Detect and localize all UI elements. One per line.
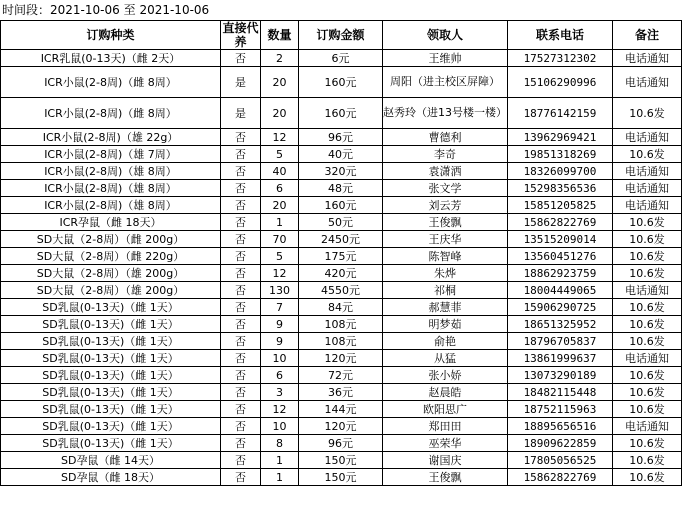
cell-note: 10.6发 <box>613 452 682 469</box>
cell-note: 10.6发 <box>613 469 682 486</box>
cell-phone: 18651325952 <box>508 316 613 333</box>
cell-phone: 15851205825 <box>508 197 613 214</box>
table-row <box>1 401 682 418</box>
cell-note: 10.6发 <box>613 146 682 163</box>
cell-direct: 是 <box>221 98 261 129</box>
cell-qty: 12 <box>261 129 299 146</box>
cell-phone: 13962969421 <box>508 129 613 146</box>
cell-type: SD乳鼠(0-13天)（雌 1天） <box>1 384 221 401</box>
cell-type: SD大鼠（2-8周）（雌 220g） <box>1 248 221 265</box>
date-range-separator: 至 <box>123 3 136 17</box>
cell-phone: 15298356536 <box>508 180 613 197</box>
cell-phone: 19851318269 <box>508 146 613 163</box>
table-row <box>1 299 682 316</box>
cell-phone: 18004449065 <box>508 282 613 299</box>
cell-qty: 1 <box>261 214 299 231</box>
cell-note: 电话通知 <box>613 129 682 146</box>
cell-person: 俞艳 <box>383 333 508 350</box>
cell-person: 张小娇 <box>383 367 508 384</box>
table-row <box>1 248 682 265</box>
cell-note: 电话通知 <box>613 418 682 435</box>
cell-phone: 18776142159 <box>508 98 613 129</box>
table-row <box>1 418 682 435</box>
cell-amount: 48元 <box>299 180 383 197</box>
cell-phone: 17805056525 <box>508 452 613 469</box>
cell-person: 从猛 <box>383 350 508 367</box>
cell-phone: 15862822769 <box>508 469 613 486</box>
cell-type: SD乳鼠(0-13天)（雌 1天） <box>1 418 221 435</box>
cell-direct: 否 <box>221 469 261 486</box>
cell-qty: 1 <box>261 452 299 469</box>
cell-amount: 144元 <box>299 401 383 418</box>
cell-amount: 120元 <box>299 418 383 435</box>
cell-direct: 否 <box>221 50 261 67</box>
cell-note: 电话通知 <box>613 50 682 67</box>
cell-person: 周阳（进主校区屏障） <box>383 67 508 98</box>
cell-phone: 13861999637 <box>508 350 613 367</box>
cell-direct: 否 <box>221 333 261 350</box>
cell-person: 祁桐 <box>383 282 508 299</box>
cell-type: ICR小鼠(2-8周)（雌 8周） <box>1 67 221 98</box>
header-direct: 直接代养 <box>222 21 259 49</box>
cell-amount: 72元 <box>299 367 383 384</box>
date-range-start: 2021-10-06 <box>50 3 120 17</box>
cell-direct: 否 <box>221 401 261 418</box>
cell-note: 电话通知 <box>613 180 682 197</box>
cell-direct: 否 <box>221 163 261 180</box>
cell-note: 10.6发 <box>613 98 682 129</box>
table-row <box>1 214 682 231</box>
cell-amount: 108元 <box>299 316 383 333</box>
cell-note: 10.6发 <box>613 316 682 333</box>
date-range-header <box>0 0 682 20</box>
table-row <box>1 98 682 129</box>
table-row <box>1 265 682 282</box>
cell-type: SD乳鼠(0-13天)（雌 1天） <box>1 401 221 418</box>
cell-direct: 否 <box>221 316 261 333</box>
cell-person: 张文学 <box>383 180 508 197</box>
cell-note: 10.6发 <box>613 231 682 248</box>
cell-qty: 20 <box>261 98 299 129</box>
cell-type: ICR孕鼠（雌 18天） <box>1 214 221 231</box>
cell-note: 10.6发 <box>613 401 682 418</box>
cell-phone: 17527312302 <box>508 50 613 67</box>
cell-person: 王庆华 <box>383 231 508 248</box>
cell-type: ICR小鼠(2-8周)（雄 8周） <box>1 197 221 214</box>
cell-person: 刘云芳 <box>383 197 508 214</box>
cell-qty: 12 <box>261 265 299 282</box>
cell-person: 朱烨 <box>383 265 508 282</box>
cell-amount: 96元 <box>299 435 383 452</box>
header-qty: 数量 <box>261 21 299 50</box>
cell-note: 电话通知 <box>613 67 682 98</box>
cell-qty: 6 <box>261 180 299 197</box>
cell-type: ICR小鼠(2-8周)（雌 8周） <box>1 98 221 129</box>
cell-person: 郑田田 <box>383 418 508 435</box>
cell-qty: 2 <box>261 50 299 67</box>
cell-note: 10.6发 <box>613 265 682 282</box>
cell-type: SD大鼠（2-8周）（雄 200g） <box>1 265 221 282</box>
cell-amount: 160元 <box>299 98 383 129</box>
table-row <box>1 282 682 299</box>
cell-direct: 否 <box>221 282 261 299</box>
table-body <box>1 50 682 486</box>
cell-type: SD乳鼠(0-13天)（雌 1天） <box>1 299 221 316</box>
cell-amount: 108元 <box>299 333 383 350</box>
table-row <box>1 316 682 333</box>
table-row <box>1 50 682 67</box>
cell-qty: 10 <box>261 350 299 367</box>
cell-person: 陈智峰 <box>383 248 508 265</box>
header-phone: 联系电话 <box>508 21 613 50</box>
cell-type: SD乳鼠(0-13天)（雌 1天） <box>1 333 221 350</box>
cell-note: 10.6发 <box>613 214 682 231</box>
cell-qty: 130 <box>261 282 299 299</box>
table-row <box>1 129 682 146</box>
cell-type: SD乳鼠(0-13天)（雌 1天） <box>1 316 221 333</box>
table-row <box>1 180 682 197</box>
cell-type: SD大鼠（2-8周）（雄 200g） <box>1 282 221 299</box>
table-row <box>1 146 682 163</box>
table-row <box>1 384 682 401</box>
cell-amount: 96元 <box>299 129 383 146</box>
cell-amount: 150元 <box>299 469 383 486</box>
cell-amount: 320元 <box>299 163 383 180</box>
cell-phone: 18752115963 <box>508 401 613 418</box>
cell-person: 明梦茹 <box>383 316 508 333</box>
cell-amount: 4550元 <box>299 282 383 299</box>
cell-direct: 否 <box>221 265 261 282</box>
cell-qty: 1 <box>261 469 299 486</box>
cell-person: 赵晨皓 <box>383 384 508 401</box>
cell-direct: 是 <box>221 67 261 98</box>
header-type: 订购种类 <box>1 21 221 50</box>
cell-amount: 84元 <box>299 299 383 316</box>
cell-qty: 10 <box>261 418 299 435</box>
cell-note: 10.6发 <box>613 248 682 265</box>
cell-amount: 50元 <box>299 214 383 231</box>
orders-table <box>0 20 682 486</box>
cell-amount: 420元 <box>299 265 383 282</box>
cell-direct: 否 <box>221 452 261 469</box>
cell-type: SD孕鼠（雌 14天） <box>1 452 221 469</box>
cell-person: 巫荣华 <box>383 435 508 452</box>
cell-phone: 15106290996 <box>508 67 613 98</box>
table-row <box>1 452 682 469</box>
table-row <box>1 163 682 180</box>
cell-direct: 否 <box>221 180 261 197</box>
cell-qty: 40 <box>261 163 299 180</box>
cell-qty: 20 <box>261 197 299 214</box>
cell-person: 王俊飘 <box>383 214 508 231</box>
cell-type: ICR小鼠(2-8周)（雄 8周） <box>1 163 221 180</box>
cell-note: 电话通知 <box>613 163 682 180</box>
cell-phone: 13560451276 <box>508 248 613 265</box>
cell-amount: 160元 <box>299 67 383 98</box>
cell-person: 赵秀玲（进13号楼一楼） <box>383 98 508 129</box>
cell-amount: 36元 <box>299 384 383 401</box>
cell-person: 王俊飘 <box>383 469 508 486</box>
cell-phone: 18862923759 <box>508 265 613 282</box>
table-row <box>1 333 682 350</box>
cell-direct: 否 <box>221 129 261 146</box>
cell-type: SD乳鼠(0-13天)（雌 1天） <box>1 367 221 384</box>
cell-note: 电话通知 <box>613 350 682 367</box>
cell-direct: 否 <box>221 367 261 384</box>
cell-note: 10.6发 <box>613 299 682 316</box>
header-amount: 订购金额 <box>299 21 383 50</box>
cell-qty: 5 <box>261 248 299 265</box>
cell-direct: 否 <box>221 384 261 401</box>
table-row <box>1 197 682 214</box>
table-row <box>1 231 682 248</box>
cell-type: SD乳鼠(0-13天)（雌 1天） <box>1 435 221 452</box>
cell-note: 电话通知 <box>613 197 682 214</box>
cell-qty: 12 <box>261 401 299 418</box>
header-person: 领取人 <box>383 21 508 50</box>
cell-qty: 3 <box>261 384 299 401</box>
cell-qty: 9 <box>261 333 299 350</box>
table-header-row <box>1 21 682 50</box>
cell-direct: 否 <box>221 435 261 452</box>
table-row <box>1 435 682 452</box>
cell-phone: 15906290725 <box>508 299 613 316</box>
cell-qty: 6 <box>261 367 299 384</box>
cell-person: 谢国庆 <box>383 452 508 469</box>
cell-type: ICR小鼠(2-8周)（雄 7周） <box>1 146 221 163</box>
header-note: 备注 <box>613 21 682 50</box>
cell-direct: 否 <box>221 214 261 231</box>
cell-qty: 70 <box>261 231 299 248</box>
cell-person: 欧阳思广 <box>383 401 508 418</box>
cell-qty: 7 <box>261 299 299 316</box>
cell-amount: 120元 <box>299 350 383 367</box>
cell-person: 李奇 <box>383 146 508 163</box>
cell-qty: 9 <box>261 316 299 333</box>
cell-type: ICR乳鼠(0-13天)（雌 2天） <box>1 50 221 67</box>
cell-phone: 18895656516 <box>508 418 613 435</box>
table-row <box>1 367 682 384</box>
cell-phone: 18482115448 <box>508 384 613 401</box>
cell-type: ICR小鼠(2-8周)（雄 22g） <box>1 129 221 146</box>
cell-type: SD乳鼠(0-13天)（雌 1天） <box>1 350 221 367</box>
cell-direct: 否 <box>221 418 261 435</box>
cell-person: 王维帅 <box>383 50 508 67</box>
date-range-label: 时间段： <box>2 3 51 17</box>
cell-phone: 18796705837 <box>508 333 613 350</box>
cell-type: SD大鼠（2-8周）（雌 200g） <box>1 231 221 248</box>
cell-amount: 6元 <box>299 50 383 67</box>
cell-note: 10.6发 <box>613 435 682 452</box>
cell-amount: 2450元 <box>299 231 383 248</box>
cell-phone: 18909622859 <box>508 435 613 452</box>
date-range-end: 2021-10-06 <box>139 3 210 17</box>
cell-phone: 18326099700 <box>508 163 613 180</box>
cell-person: 郝慧菲 <box>383 299 508 316</box>
cell-note: 10.6发 <box>613 384 682 401</box>
cell-direct: 否 <box>221 299 261 316</box>
cell-note: 电话通知 <box>613 282 682 299</box>
cell-phone: 15862822769 <box>508 214 613 231</box>
cell-type: ICR小鼠(2-8周)（雄 8周） <box>1 180 221 197</box>
cell-direct: 否 <box>221 231 261 248</box>
cell-qty: 20 <box>261 67 299 98</box>
cell-amount: 40元 <box>299 146 383 163</box>
cell-direct: 否 <box>221 197 261 214</box>
cell-note: 10.6发 <box>613 333 682 350</box>
table-row <box>1 469 682 486</box>
cell-direct: 否 <box>221 350 261 367</box>
cell-direct: 否 <box>221 248 261 265</box>
cell-phone: 13073290189 <box>508 367 613 384</box>
cell-phone: 13515209014 <box>508 231 613 248</box>
cell-qty: 5 <box>261 146 299 163</box>
cell-person: 袁潇洒 <box>383 163 508 180</box>
cell-direct: 否 <box>221 146 261 163</box>
cell-amount: 175元 <box>299 248 383 265</box>
cell-person: 曹德利 <box>383 129 508 146</box>
cell-amount: 150元 <box>299 452 383 469</box>
cell-amount: 160元 <box>299 197 383 214</box>
table-row <box>1 350 682 367</box>
cell-type: SD孕鼠（雌 18天） <box>1 469 221 486</box>
cell-note: 10.6发 <box>613 367 682 384</box>
cell-qty: 8 <box>261 435 299 452</box>
table-row <box>1 67 682 98</box>
